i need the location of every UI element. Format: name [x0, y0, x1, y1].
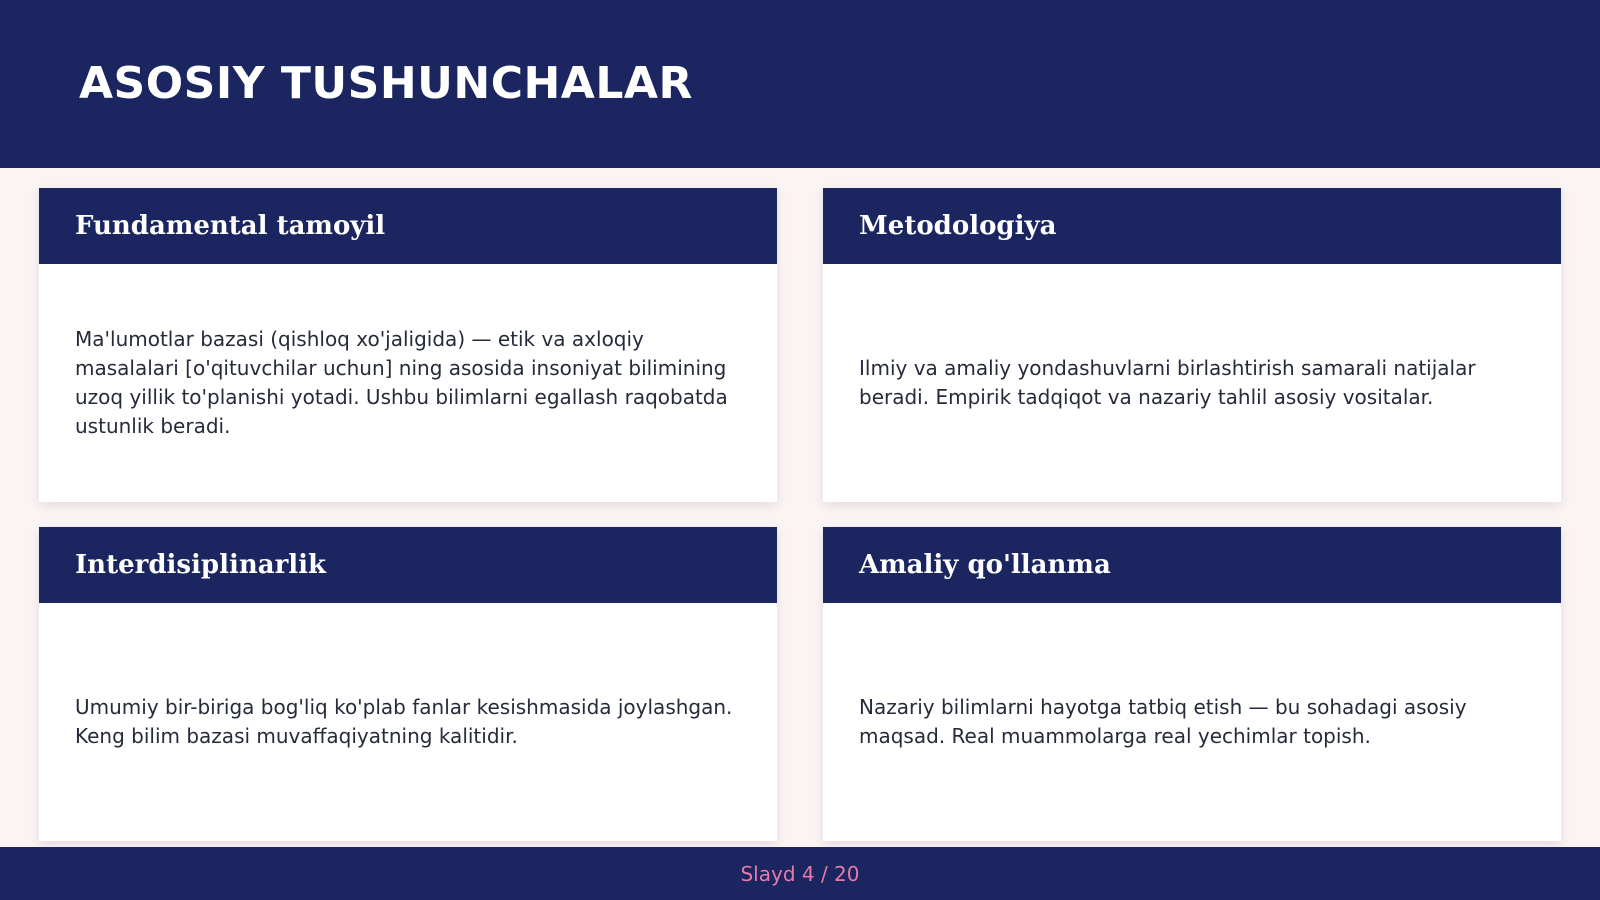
card-header	[823, 527, 1561, 603]
card-header	[39, 188, 777, 264]
slide-footer	[0, 847, 1600, 900]
card-body	[823, 264, 1561, 502]
card-header	[39, 527, 777, 603]
card-text: Ma'lumotlar bazasi (qishloq xo'jaligida) — etik va axloqiy masalalari [o'qituvchilar uchun] ning asosida insoniyat bilimining uzoq yillik to'planishi yotadi. Ushbu bilimlarni egallash raqobatda ustunlik beradi.	[75, 327, 728, 438]
slide-header	[0, 0, 1600, 168]
card-text: Umumiy bir-biriga bog'liq ko'plab fanlar kesishmasida joylashgan. Keng bilim bazasi muvaffaqiyatning kalitidir.	[75, 695, 733, 748]
card-title: Fundamental tamoyil	[75, 211, 386, 241]
concept-card-interdisciplinary	[39, 527, 777, 841]
card-header	[823, 188, 1561, 264]
slide-counter: Slayd 4 / 20	[740, 861, 860, 886]
card-text: Nazariy bilimlarni hayotga tatbiq etish — bu sohadagi asosiy maqsad. Real muammolarga real yechimlar topish.	[859, 695, 1467, 748]
card-text: Ilmiy va amaliy yondashuvlarni birlashtirish samarali natijalar beradi. Empirik tadqiqot va nazariy tahlil asosiy vositalar.	[859, 356, 1476, 409]
card-title: Interdisiplinarlik	[75, 550, 327, 580]
card-title: Amaliy qo'llanma	[859, 550, 1111, 580]
concept-card-practical	[823, 527, 1561, 841]
concept-card-fundamental	[39, 188, 777, 502]
slide-title: ASOSIY TUSHUNCHALAR	[79, 58, 693, 109]
card-body	[823, 603, 1561, 841]
card-title: Metodologiya	[859, 211, 1057, 241]
card-body	[39, 603, 777, 841]
card-body	[39, 264, 777, 502]
concept-card-methodology	[823, 188, 1561, 502]
